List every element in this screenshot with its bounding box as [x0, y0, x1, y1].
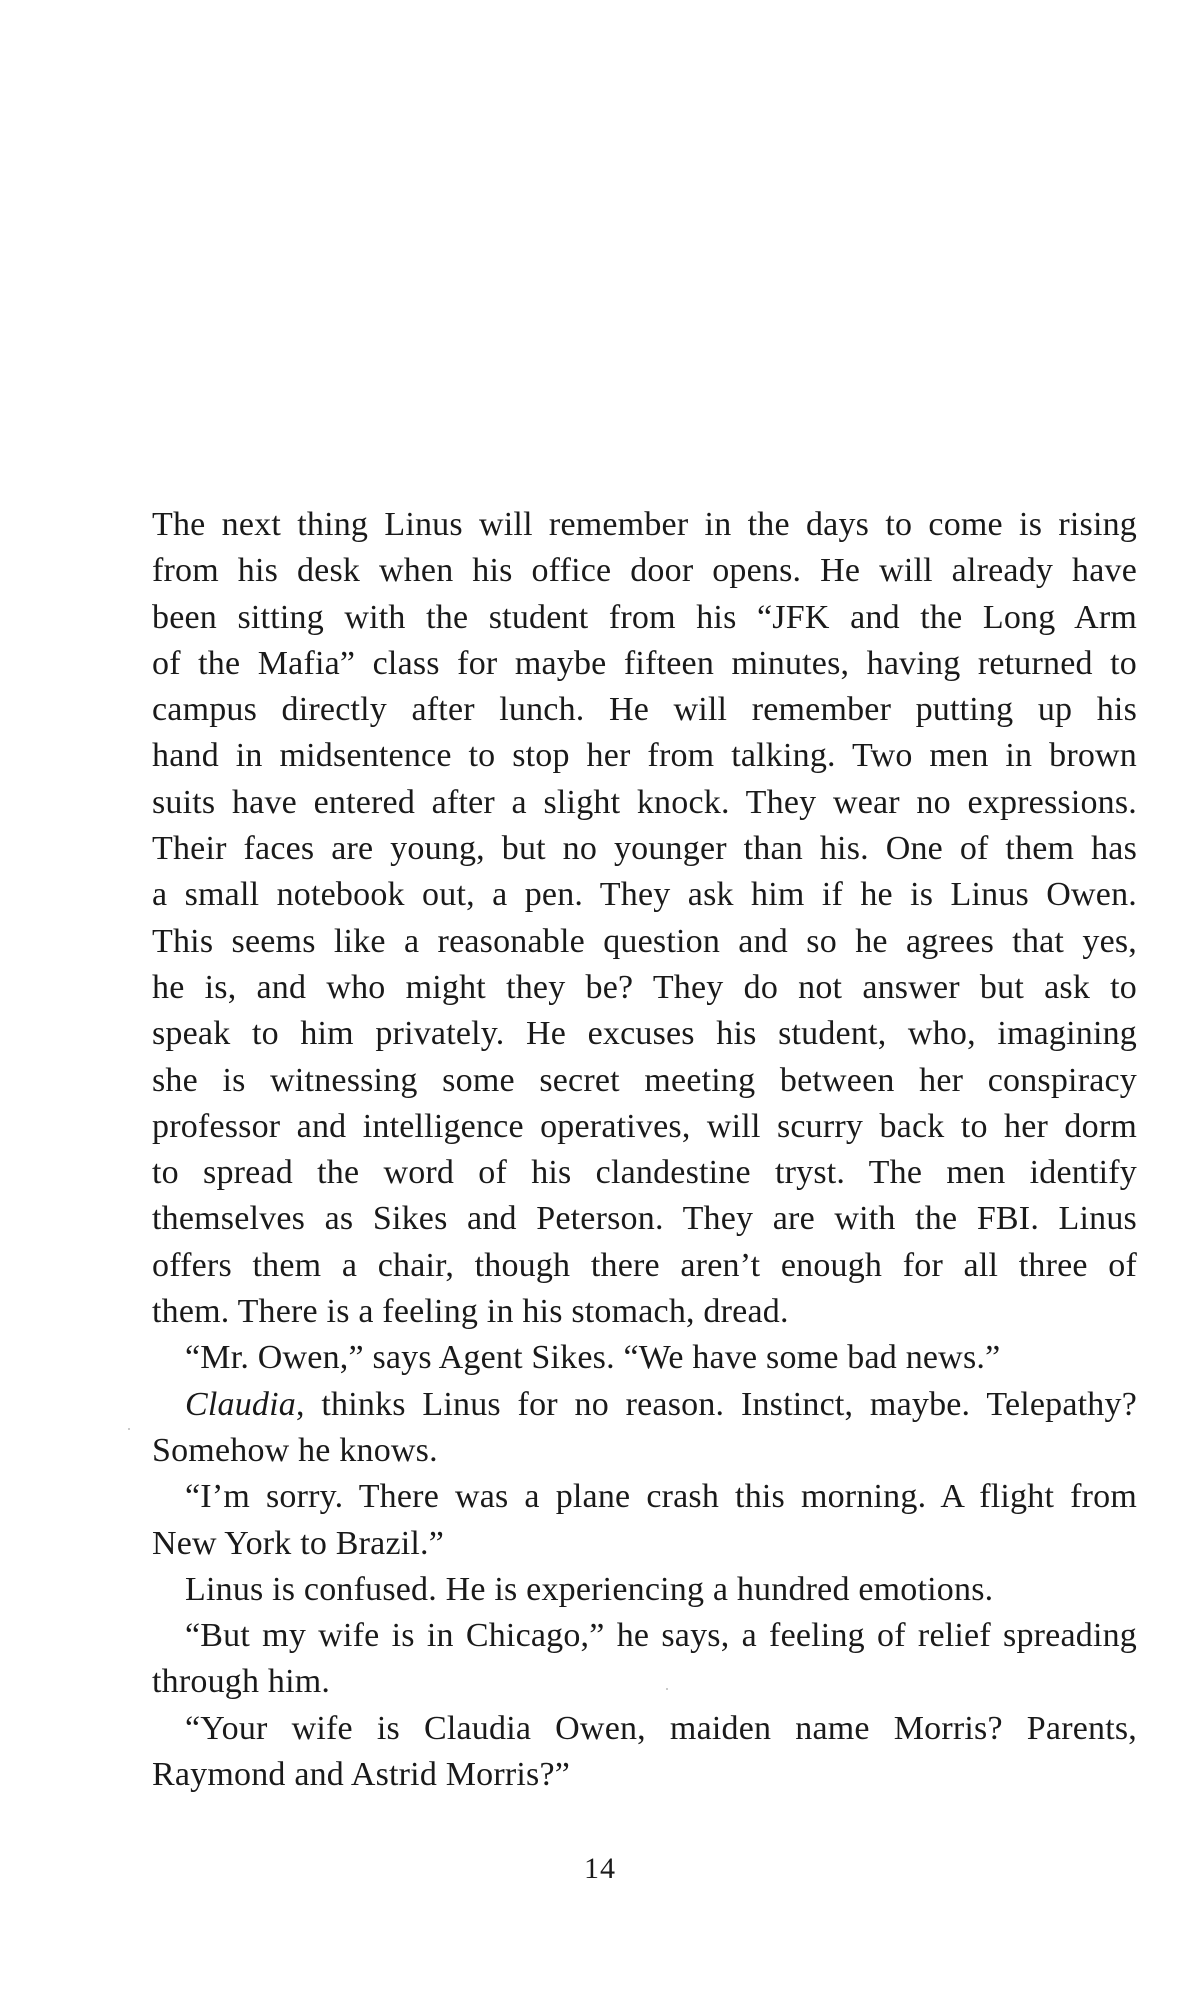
- line-text: of the Mafia” class for maybe fifteen minutes, having returned to: [152, 644, 1137, 682]
- text-line: [152, 1521, 1137, 1567]
- line-text: a small notebook out, a pen. They ask him if he is Linus Owen.: [152, 876, 1137, 914]
- text-line: [152, 548, 1137, 594]
- line-text: offers them a chair, though there aren’t enough for all three of: [152, 1246, 1137, 1284]
- text-line: [152, 595, 1137, 641]
- text-line: [152, 1659, 1137, 1705]
- line-text: New York to Brazil.”: [152, 1524, 445, 1562]
- line-text: Linus is confused. He is experiencing a hundred emotions.: [185, 1570, 994, 1608]
- line-text: This seems like a reasonable question and so he agrees that yes,: [152, 922, 1137, 960]
- line-text: professor and intelligence operatives, will scurry back to her dorm: [152, 1107, 1137, 1145]
- text-line: [152, 1011, 1137, 1057]
- text-line: [152, 1335, 1137, 1381]
- line-text: through him.: [152, 1663, 331, 1701]
- line-text: “I’m sorry. There was a plane crash this morning. A flight from: [185, 1478, 1137, 1516]
- line-text: “Mr. Owen,” says Agent Sikes. “We have some bad news.”: [185, 1339, 1001, 1377]
- text-line: [152, 1382, 1137, 1428]
- text-line: [152, 919, 1137, 965]
- text-line: [152, 733, 1137, 779]
- line-text: to spread the word of his clandestine tryst. The men identify: [152, 1154, 1137, 1192]
- text-line: [152, 1428, 1137, 1474]
- text-line: [152, 1104, 1137, 1150]
- text-line: [152, 502, 1137, 548]
- text-line: [152, 780, 1137, 826]
- text-line: [152, 872, 1137, 918]
- text-line: [152, 1706, 1137, 1752]
- line-text: suits have entered after a slight knock. They wear no expressions.: [152, 783, 1137, 821]
- text-line: [152, 1567, 1137, 1613]
- text-line: [152, 826, 1137, 872]
- line-text: “But my wife is in Chicago,” he says, a feeling of relief spreading: [185, 1617, 1137, 1655]
- paper-speck: [666, 1688, 668, 1690]
- line-text: speak to him privately. He excuses his student, who, imagining: [152, 1015, 1137, 1053]
- text-line: [152, 687, 1137, 733]
- line-text: he is, and who might they be? They do not answer but ask to: [152, 968, 1137, 1006]
- text-line: [152, 1752, 1137, 1798]
- line-text: themselves as Sikes and Peterson. They are with the FBI. Linus: [152, 1200, 1137, 1238]
- line-text: Raymond and Astrid Morris?”: [152, 1756, 571, 1794]
- text-line: [152, 1289, 1137, 1335]
- line-text: them. There is a feeling in his stomach, dread.: [152, 1293, 789, 1331]
- text-line: [152, 1058, 1137, 1104]
- italic-word: Claudia: [185, 1385, 296, 1423]
- line-text: , thinks Linus for no reason. Instinct, maybe. Telepathy?: [295, 1385, 1137, 1423]
- line-text: “Your wife is Claudia Owen, maiden name Morris? Parents,: [185, 1709, 1137, 1747]
- text-line: [152, 1243, 1137, 1289]
- line-text: Their faces are young, but no younger than his. One of them has: [152, 830, 1137, 868]
- text-line: [152, 965, 1137, 1011]
- text-line: [152, 1613, 1137, 1659]
- body-text: [152, 502, 1137, 1798]
- text-line: [152, 1150, 1137, 1196]
- line-text: from his desk when his office door opens. He will already have: [152, 552, 1137, 590]
- line-text: campus directly after lunch. He will remember putting up his: [152, 691, 1137, 729]
- page-number: 14: [584, 1852, 616, 1885]
- text-line: [152, 641, 1137, 687]
- line-text: hand in midsentence to stop her from talking. Two men in brown: [152, 737, 1137, 775]
- line-text: Somehow he knows.: [152, 1431, 438, 1469]
- text-line: [152, 1474, 1137, 1520]
- line-text: The next thing Linus will remember in the days to come is rising: [152, 506, 1137, 543]
- paper-speck: [128, 1428, 130, 1430]
- line-text: been sitting with the student from his “JFK and the Long Arm: [152, 598, 1137, 636]
- line-text: she is witnessing some secret meeting between her conspiracy: [152, 1061, 1137, 1099]
- text-line: [152, 1196, 1137, 1242]
